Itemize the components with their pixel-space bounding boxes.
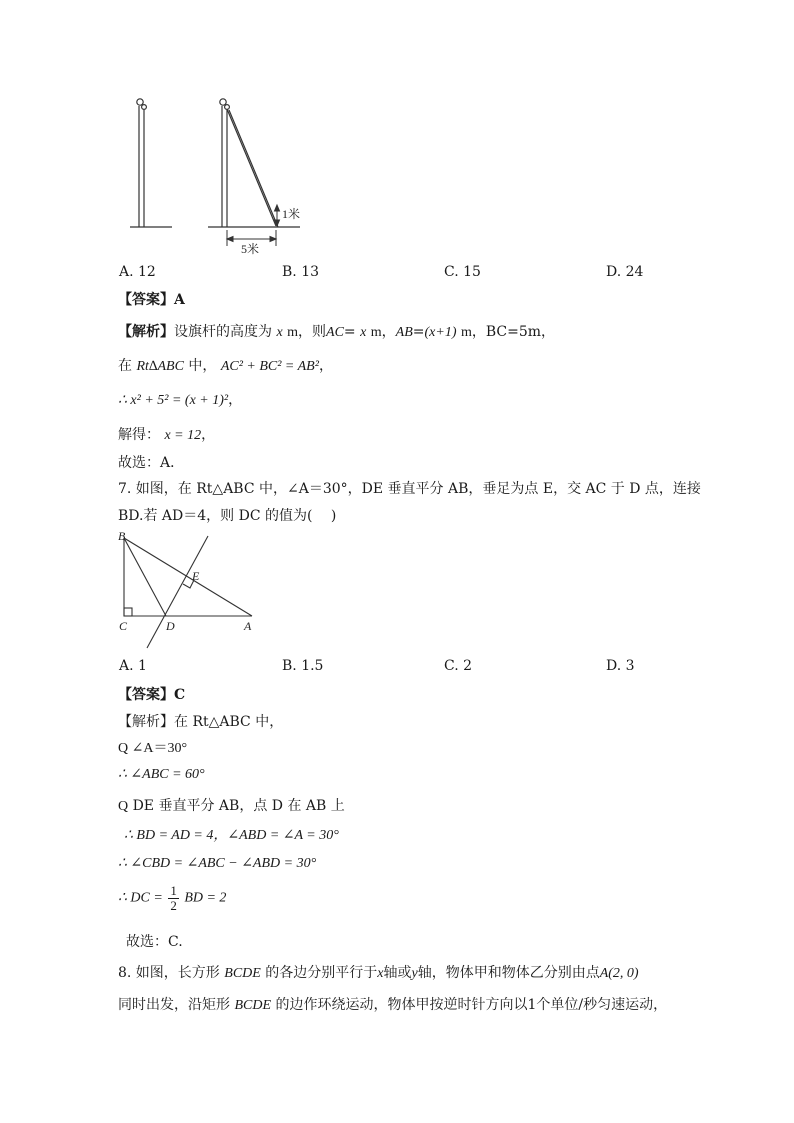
equals: =: [343, 324, 356, 340]
q7-analysis-line-3: ∴ ∠ABC = 60°: [118, 767, 205, 782]
triangle-label: Rt∆ABC: [136, 359, 184, 374]
five-meter-label: 5米: [241, 242, 260, 256]
q6-option-b[interactable]: B. 13: [282, 264, 320, 280]
q7-option-b[interactable]: B. 1.5: [282, 658, 324, 674]
ac-label: AC: [326, 325, 344, 340]
text: 的各边分别平行于: [265, 965, 378, 981]
dc-equals: ∴ DC =: [118, 890, 163, 906]
unit-m: m: [370, 325, 382, 340]
q6-analysis-line-5: 故选：A．: [118, 455, 185, 471]
bc-text: BC=5m，: [485, 324, 556, 340]
bd-result: BD = 2: [184, 890, 227, 906]
unit-m: m: [287, 325, 299, 340]
one-meter-label: 1米: [282, 207, 301, 221]
because-icon: Q: [118, 799, 129, 814]
angle-a: ∠A＝30°: [131, 741, 188, 756]
q7-analysis-line-2: [118, 737, 187, 757]
segment-bd: [124, 538, 166, 616]
pythagoras-formula: AC² + BC² = AB²: [220, 359, 319, 374]
q7-stem-line-2: BD.若 AD＝4，则 DC 的值为( ): [118, 508, 337, 524]
text: ，: [228, 393, 243, 408]
right-angle-c: [124, 608, 132, 616]
q7-analysis-line-7: [118, 884, 226, 913]
label-b: B: [118, 529, 126, 543]
ab-label: AB: [395, 325, 413, 340]
bisector-text: DE 垂直平分 AB，点 D 在 AB 上: [132, 798, 345, 814]
q7-analysis-line-6: ∴ ∠CBD = ∠ABC − ∠ABD = 30°: [118, 856, 317, 871]
q6-option-a[interactable]: A. 12: [119, 264, 156, 280]
text: ，: [201, 427, 216, 443]
q6-analysis-line-2: [118, 355, 333, 375]
y-axis-label: y: [411, 966, 418, 981]
q8-stem-line-1: [118, 962, 639, 982]
var-x: x: [276, 325, 283, 340]
triangle-figure: [110, 528, 270, 656]
text: 解得：: [118, 427, 160, 443]
flagpole-figure: [110, 92, 320, 257]
flagpole-left: [130, 99, 172, 227]
q6-option-d[interactable]: D. 24: [606, 264, 644, 280]
label-e: E: [192, 569, 200, 583]
q6-option-c[interactable]: C. 15: [444, 264, 481, 280]
text: 的边作环绕运动，物体甲按逆时针方向以1个单位/秒匀速运动，: [275, 997, 668, 1013]
because-icon: Q: [118, 741, 129, 756]
side-ab: [124, 538, 252, 616]
q7-analysis-line-4: [118, 795, 345, 815]
analysis-text: 设旗杆的高度为: [174, 324, 272, 340]
label-c: C: [119, 619, 128, 633]
x-axis-label: x: [377, 966, 384, 981]
q7-analysis-line-1: 【解析】在 Rt△ABC 中，: [118, 714, 284, 730]
rectangle-label: BCDE: [234, 998, 272, 1013]
q7-option-d[interactable]: D. 3: [606, 658, 635, 674]
angle-abd: ，∠ABD = ∠A = 30°: [213, 828, 339, 843]
label-d: D: [166, 619, 175, 633]
perpendicular-bisector-de: [147, 536, 208, 648]
bd-equals-ad: ∴ BD = AD = 4: [124, 828, 214, 843]
text: 8. 如图，长方形: [118, 965, 220, 981]
equation: ∴ x² + 5² = (x + 1)²: [118, 393, 229, 408]
analysis-heading: 【解析】: [118, 324, 174, 340]
q6-answer: 【答案】A: [118, 292, 185, 308]
q7-stem-line-1: 7. 如图，在 Rt△ABC 中，∠A＝30°，DE 垂直平分 AB，垂足为点 E，交 AC 于 D 点，连接: [118, 481, 701, 497]
ab-value: (x+1): [424, 325, 457, 340]
fraction-one-half: [168, 884, 179, 913]
comma-then: ，则: [298, 324, 327, 340]
one-meter-marker: [275, 205, 280, 226]
text: 中，: [188, 358, 217, 374]
text: 同时出发，沿矩形: [118, 997, 230, 1013]
var-x: x: [360, 325, 367, 340]
point-a: A(2, 0): [599, 966, 639, 981]
q6-analysis-line-1: 【解析】设旗杆的高度为 x m，则AC= x m，AB=(x+1) m，BC=5m，: [118, 324, 556, 340]
q8-stem-line-2: [118, 994, 667, 1014]
q7-analysis-line-5: [124, 824, 339, 844]
text: 轴或: [383, 965, 412, 981]
q7-option-a[interactable]: A. 1: [119, 658, 147, 674]
solution: x = 12: [164, 428, 202, 443]
q7-analysis-line-8: 故选：C.: [126, 934, 183, 950]
q6-analysis-line-4: [118, 424, 215, 444]
fraction-denominator: 2: [170, 898, 177, 913]
fraction-numerator: 1: [170, 883, 177, 898]
text: 轴，物体甲和物体乙分别由点: [417, 965, 600, 981]
text: ，: [318, 358, 333, 374]
q7-option-c[interactable]: C. 2: [444, 658, 473, 674]
q7-answer: 【答案】C: [118, 687, 186, 703]
unit-m: m: [460, 325, 472, 340]
q6-analysis-line-3: [118, 389, 242, 409]
rectangle-label: BCDE: [224, 966, 261, 981]
label-a: A: [244, 619, 252, 633]
text: 在: [118, 358, 132, 374]
